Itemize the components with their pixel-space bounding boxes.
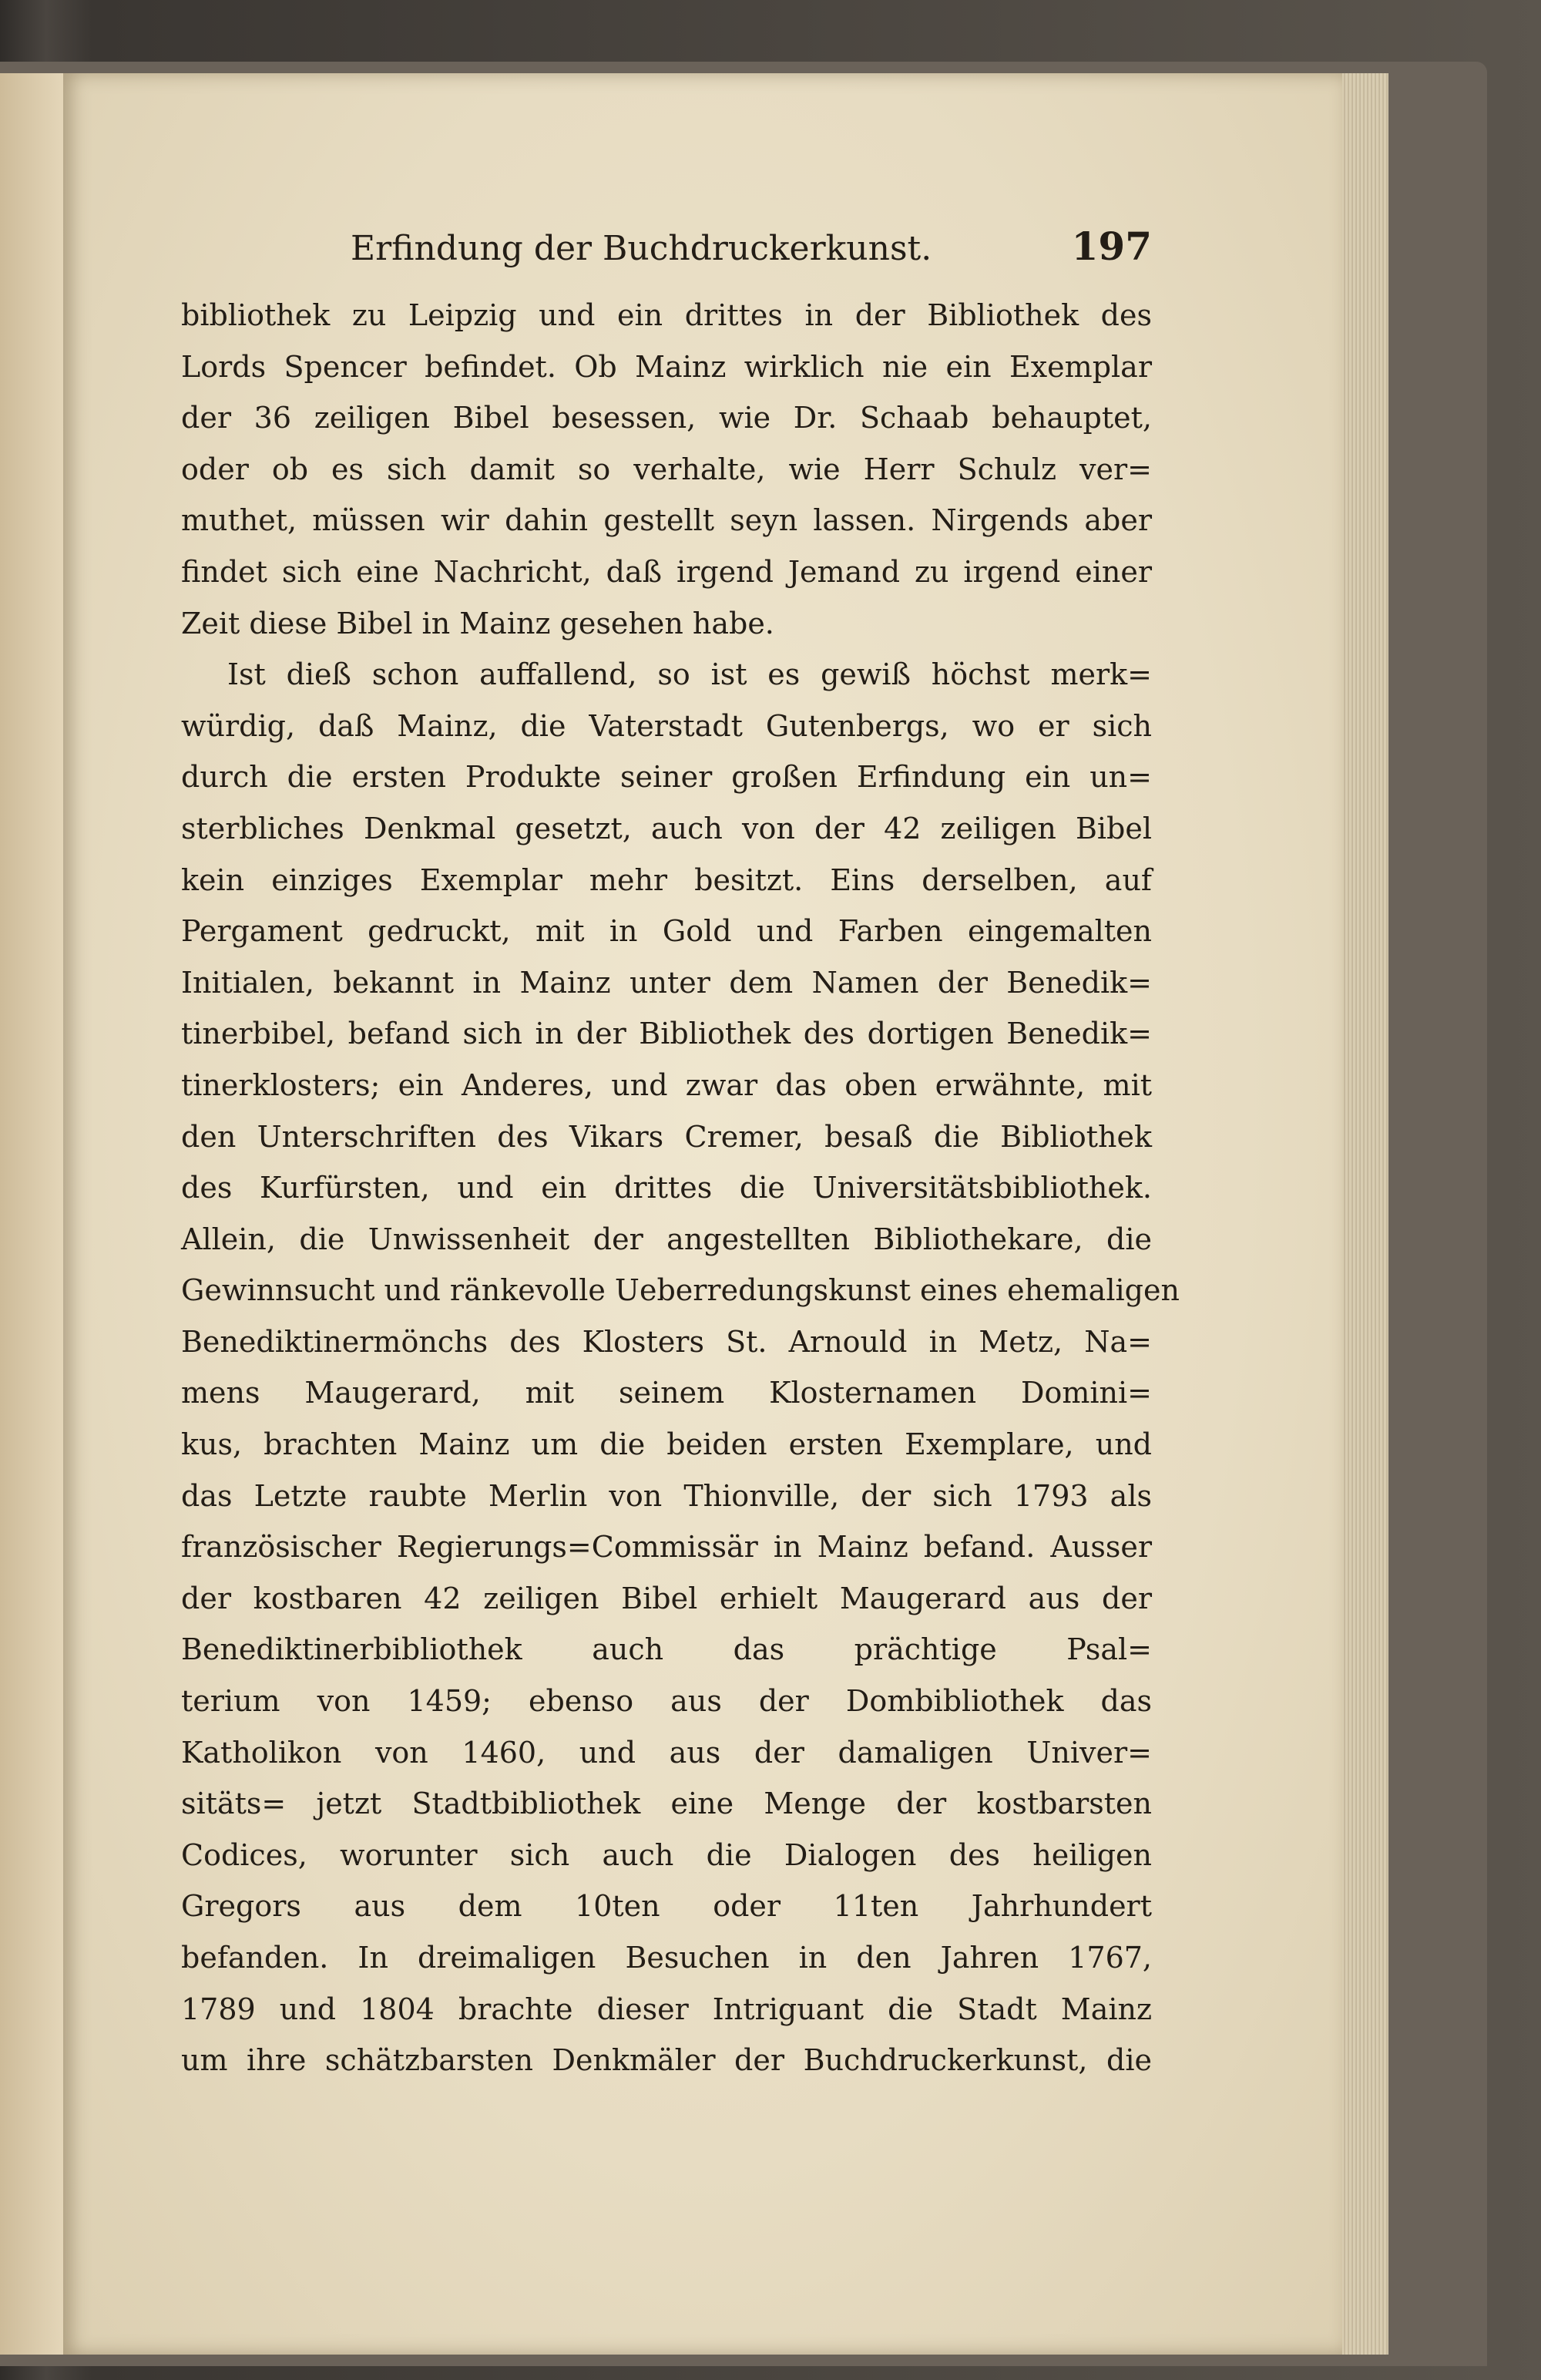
text-line: Gewinnsucht und ränkevolle Ueberredungskunst eines ehemaligen (181, 1273, 1180, 1308)
text-line: mens Maugerard, mit seinem Klosternamen Domini= (181, 1376, 1152, 1410)
text-line: den Unterschriften des Vikars Cremer, besaß die Bibliothek (181, 1119, 1152, 1154)
text-line: 1789 und 1804 brachte dieser Intriguant die Stadt Mainz (181, 1992, 1152, 2026)
text-line: französischer Regierungs=Commissär in Mainz befand. Ausser (181, 1530, 1152, 1565)
text-line: kus, brachten Mainz um die beiden ersten Exemplare, und (181, 1427, 1152, 1462)
text-line: tinerklosters; ein Anderes, und zwar das oben erwähnte, mit (181, 1067, 1152, 1102)
text-line: bibliothek zu Leipzig und ein drittes in der Bibliothek des (181, 298, 1152, 332)
text-line: terium von 1459; ebenso aus der Dombibliothek das (181, 1684, 1152, 1719)
text-line: sitäts= jetzt Stadtbibliothek eine Menge der kostbarsten (181, 1787, 1152, 1821)
text-line: Lords Spencer befindet. Ob Mainz wirklich nie ein Exemplar (181, 349, 1152, 384)
text-line: das Letzte raubte Merlin von Thionville, der sich 1793 als (181, 1478, 1152, 1513)
text-line: durch die ersten Produkte seiner großen Erfindung ein un= (181, 760, 1152, 795)
page-header (181, 224, 1152, 290)
text-line: Benediktinerbibliothek auch das prächtige Psal= (181, 1632, 1152, 1667)
text-line: sterbliches Denkmal gesetzt, auch von der 42 zeiligen Bibel (181, 811, 1152, 845)
text-line: Initialen, bekannt in Mainz unter dem Namen der Benedik= (181, 965, 1152, 1000)
text-line: der kostbaren 42 zeiligen Bibel erhielt Maugerard aus der (181, 1581, 1152, 1615)
text-line: Ist dieß schon auffallend, so ist es gewiß höchst merk= (227, 657, 1152, 692)
left-page-edge (0, 73, 63, 2355)
text-line: oder ob es sich damit so verhalte, wie Herr Schulz ver= (181, 452, 1152, 486)
page-text (181, 224, 1180, 2086)
text-line: Benediktinermönchs des Klosters St. Arnould in Metz, Na= (181, 1324, 1152, 1359)
text-line: würdig, daß Mainz, die Vaterstadt Gutenbergs, wo er sich (181, 708, 1152, 743)
text-line: findet sich eine Nachricht, daß irgend Jemand zu irgend einer (181, 554, 1152, 589)
body-text (181, 290, 1180, 2086)
page-edges (1342, 73, 1388, 2355)
text-line: Allein, die Unwissenheit der angestellten Bibliothekare, die (181, 1222, 1152, 1256)
running-head: Erfindung der Buchdruckerkunst. (351, 229, 932, 268)
text-line: tinerbibel, befand sich in der Bibliothek des dortigen Benedik= (181, 1017, 1152, 1051)
page-number: 197 (1071, 224, 1152, 269)
text-line: Zeit diese Bibel in Mainz gesehen habe. (181, 606, 774, 640)
text-line: Codices, worunter sich auch die Dialogen des heiligen (181, 1837, 1152, 1872)
text-line: des Kurfürsten, und ein drittes die Universitätsbibliothek. (181, 1171, 1152, 1205)
text-line: um ihre schätzbarsten Denkmäler der Buchdruckerkunst, die (181, 2043, 1152, 2078)
text-line: befanden. In dreimaligen Besuchen in den Jahren 1767, (181, 1941, 1152, 1975)
text-line: Gregors aus dem 10ten oder 11ten Jahrhundert (181, 1889, 1152, 1924)
text-line: kein einziges Exemplar mehr besitzt. Eins derselben, auf (181, 862, 1152, 897)
text-line: Pergament gedruckt, mit in Gold und Farben eingemalten (181, 914, 1152, 949)
text-line: muthet, müssen wir dahin gestellt seyn lassen. Nirgends aber (181, 503, 1152, 538)
text-line: Katholikon von 1460, und aus der damaligen Univer= (181, 1735, 1152, 1770)
text-line: der 36 zeiligen Bibel besessen, wie Dr. Schaab behauptet, (181, 401, 1152, 435)
